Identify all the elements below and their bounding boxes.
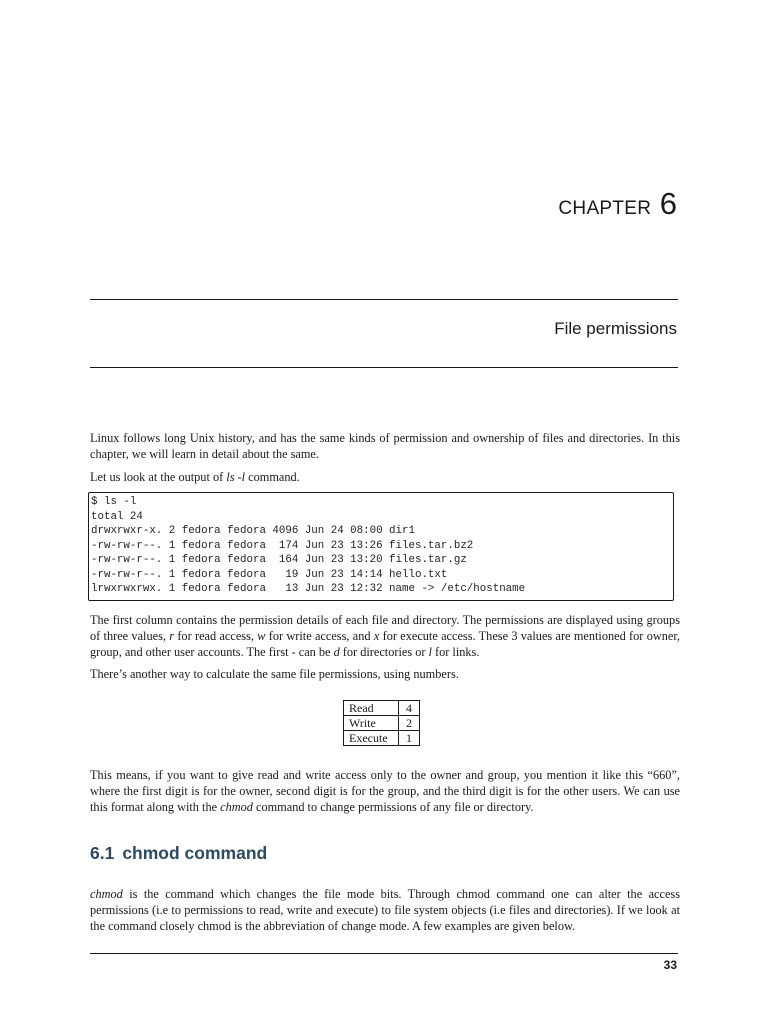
text-run: This means, if you want to give read and write access only to the owner and group, you mention it like this “660”, where the first digit is for the owner, second digit is for the group, and the third digit is for the other users. We can use this format along with the — [90, 768, 680, 814]
code-line: $ ls -l — [91, 496, 137, 508]
code-line: drwxrwxr-x. 2 fedora fedora 4096 Jun 24 08:00 dir1 — [91, 525, 415, 537]
perm-value: 2 — [399, 716, 420, 731]
code-line: lrwxrwxrwx. 1 fedora fedora 13 Jun 23 12:32 name -> /etc/hostname — [91, 583, 526, 595]
code-line: -rw-rw-r--. 1 fedora fedora 19 Jun 23 14:14 hello.txt — [91, 568, 448, 581]
table-row — [344, 731, 420, 746]
text-run: for links. — [431, 645, 480, 659]
text-run: command to change permissions of any file or directory. — [252, 800, 534, 814]
code-line: total 24 — [91, 510, 143, 523]
text-run: for directories or — [339, 645, 429, 659]
perm-value: 4 — [399, 701, 420, 716]
text-run: for read access, — [174, 629, 258, 643]
perm-value: 1 — [399, 731, 420, 746]
perm-label: Write — [344, 716, 399, 731]
ls-intro-before: Let us look at the output of — [90, 470, 227, 484]
execute-letter: x — [373, 629, 380, 643]
permissions-explanation — [90, 612, 680, 660]
table-row — [344, 716, 420, 731]
table-row — [344, 701, 420, 716]
link-letter: l — [428, 645, 432, 659]
chapter-number: 6 — [659, 186, 677, 221]
numbers-intro: There’s another way to calculate the same file permissions, using numbers. — [90, 667, 459, 681]
code-line: -rw-rw-r--. 1 fedora fedora 174 Jun 23 13:26 files.tar.bz2 — [91, 539, 474, 552]
section-title: chmod command — [122, 843, 268, 863]
intro-paragraph: Linux follows long Unix history, and has the same kinds of permission and ownership of files and directories. In this chapter, we will learn in detail about the same. — [90, 431, 680, 461]
chmod-command: chmod — [220, 800, 253, 814]
perm-label: Read — [344, 701, 399, 716]
top-rule — [90, 299, 678, 300]
text-run: The first column contains the permission details of each file and directory. The permissions are displayed using groups of three values, — [90, 613, 680, 643]
text-run: for write access, and — [265, 629, 374, 643]
text-run: is the command which changes the file mode bits. Through chmod command one can alter the access permissions (i.e to permissions to read, write and execute) to file system objects (i.e files and directories). If we look at the command closely chmod is the abbreviation of change mode. A few examples are given below. — [90, 887, 680, 933]
meaning-paragraph — [90, 767, 680, 815]
text-run: for execute access. These 3 values are mentioned for owner, group, and other user accounts. The first - can be — [90, 629, 680, 659]
ls-command: ls -l — [226, 470, 246, 484]
permission-values-table — [343, 700, 420, 746]
ls-intro-paragraph — [90, 469, 680, 485]
chapter-title: File permissions — [554, 319, 677, 338]
chmod-paragraph — [90, 886, 680, 934]
perm-label: Execute — [344, 731, 399, 746]
read-letter: r — [169, 629, 175, 643]
page-number: 33 — [663, 958, 677, 972]
title-rule — [90, 367, 678, 368]
chapter-label: CHAPTER — [558, 198, 652, 219]
ls-intro-after: command. — [245, 470, 300, 484]
chapter-heading — [558, 186, 677, 222]
section-number: 6.1 — [90, 843, 115, 863]
section-heading — [90, 843, 267, 864]
code-block — [88, 492, 674, 601]
chmod-command: chmod — [90, 887, 123, 901]
code-line: -rw-rw-r--. 1 fedora fedora 164 Jun 23 13:20 files.tar.gz — [91, 554, 467, 566]
footer-rule — [90, 953, 678, 954]
directory-letter: d — [333, 645, 340, 659]
write-letter: w — [257, 629, 266, 643]
